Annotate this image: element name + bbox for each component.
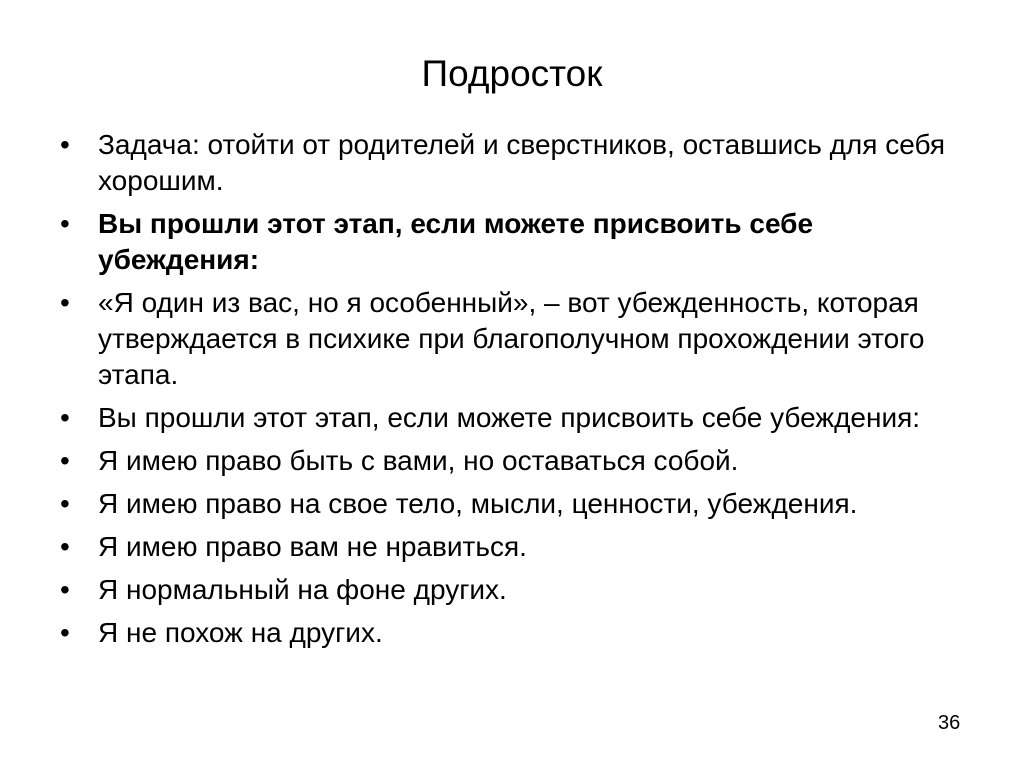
bullet-item bbox=[60, 443, 960, 479]
bullet-text: Я не похож на других. bbox=[98, 617, 383, 648]
bullet-icon: • bbox=[60, 574, 70, 605]
bullet-icon: • bbox=[60, 488, 70, 519]
bullet-item bbox=[60, 529, 960, 565]
bullet-text: Вы прошли этот этап, если можете присвоить себе убеждения: bbox=[98, 402, 921, 433]
bullet-item bbox=[60, 127, 960, 199]
bullet-text: Я нормальный на фоне других. bbox=[98, 574, 507, 605]
bullet-item bbox=[60, 486, 960, 522]
page-number: 36 bbox=[938, 712, 961, 734]
bullet-item bbox=[60, 206, 960, 278]
bullet-item bbox=[60, 400, 960, 436]
bullet-item bbox=[60, 285, 960, 393]
bullet-text: Я имею право быть с вами, но оставаться собой. bbox=[98, 445, 739, 476]
bullet-text: Я имею право на свое тело, мысли, ценности, убеждения. bbox=[98, 488, 858, 519]
bullet-item bbox=[60, 615, 960, 651]
bullet-list bbox=[60, 127, 960, 658]
bullet-icon: • bbox=[60, 445, 70, 476]
bullet-icon: • bbox=[60, 287, 70, 318]
bullet-item bbox=[60, 572, 960, 608]
slide-title: Подросток bbox=[421, 53, 603, 94]
bullet-icon: • bbox=[60, 129, 70, 160]
bullet-icon: • bbox=[60, 208, 70, 239]
bullet-icon: • bbox=[60, 402, 70, 433]
bullet-icon: • bbox=[60, 531, 70, 562]
bullet-text: «Я один из вас, но я особенный», – вот убежденность, которая утверждается в психике при благополучном прохождении этого этапа. bbox=[98, 287, 925, 390]
bullet-text: Задача: отойти от родителей и сверстников, оставшись для себя хорошим. bbox=[98, 129, 946, 196]
bullet-icon: • bbox=[60, 617, 70, 648]
bullet-text: Вы прошли этот этап, если можете присвоить себе убеждения: bbox=[98, 208, 814, 275]
bullet-text: Я имею право вам не нравиться. bbox=[98, 531, 527, 562]
